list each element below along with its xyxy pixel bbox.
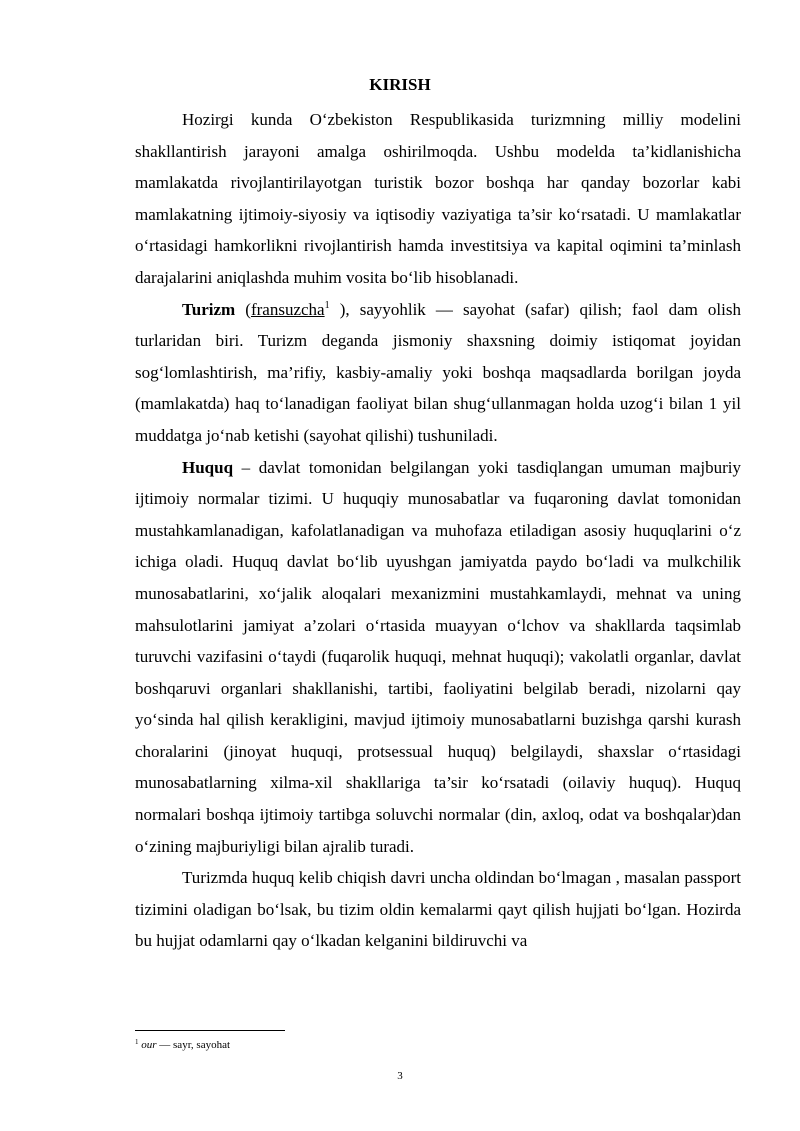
turizm-definition: ), sayyohlik — sayohat (safar) qilish; faol dam olish turlaridan biri. Turizm deganda jismoniy shaxsning doimiy istiqomat joyidan sog‘lomlashtirish, ma’rifiy, kasbiy-amaliy yoki boshqa maqsadlarda borilgan joyda (mamlakatda) haq to‘lanadigan faoliyat bilan shug‘ullanmagan holda uzog‘i bilan 1 yil muddatga jo‘nab ketishi (sayohat qilishi) tushuniladi. <box>135 299 741 445</box>
footnote-separator <box>135 1030 285 1031</box>
footnote-ref[interactable]: 1 <box>324 299 330 311</box>
term-huquq: Huquq <box>182 457 234 477</box>
paragraph-intro: Hozirgi kunda O‘zbekiston Respublikasida turizmning milliy modelini shakllantirish jarayoni amalga oshirilmoqda. Ushbu modelda ta’kidlanishicha mamlakatda rivojlantirilayotgan turistik bozor boshqa har qanday bozorlar kabi mamlakatning ijtimoiy-siyosiy va iqtisodiy vaziyatiga ta’sir ko‘rsatadi. U mamlakatlar o‘rtasidagi hamkorlikni rivojlantirish hamda investitsiya va kapital oqimini ta’minlash darajalarini aniqlashda muhim vosita bo‘lib hisoblanadi. <box>135 110 741 287</box>
fransuzcha-link[interactable]: fransuzcha <box>250 299 325 319</box>
footnote-text: — sayr, sayohat <box>156 1039 231 1051</box>
open-paren: ( <box>235 299 251 319</box>
footnote-term: our <box>141 1039 157 1051</box>
footnote <box>135 1038 230 1051</box>
document-body <box>135 104 741 957</box>
page-title: KIRISH <box>369 75 431 94</box>
footnote-marker: 1 <box>135 1038 139 1046</box>
paragraph-turizmda-huquq: Turizmda huquq kelib chiqish davri uncha oldindan bo‘lmagan , masalan passport tizimini oladigan bo‘lsak, bu tizim oldin kemalarmi qayt qilish hujjati bo‘lgan. Hozirda bu hujjat odamlarni qay o‘lkadan kelganini bildiruvchi va <box>135 868 741 951</box>
huquq-definition: – davlat tomonidan belgilangan yoki tasdiqlangan umuman majburiy ijtimoiy normalar tizimi. U huquqiy munosabatlar va fuqaroning davlat tomonidan mustahkamlanadigan, kafolatlanadigan va muhofaza etiladigan asosiy huquqlarini o‘z ichiga oladi. Huquq davlat bo‘lib uyushgan jamiyatda paydo bo‘ladi va mulkchilik munosabatlarini, xo‘jalik aloqalari mexanizmini mustahkamlaydi, mehnat va uning mahsulotlarini jamiyat a’zolari o‘rtasida muayyan o‘lchov va shakllarda taqsimlab turuvchi vazifasini o‘taydi (fuqarolik huquqi, mehnat huquqi); vakolatli organlar, davlat boshqaruvi organlari shakllanishi, tartibi, faoliyatini belgilab beradi, nizolarni qay yo‘sinda hal qilish kerakligini, mavjud ijtimoiy munosabatlarni buzishga qarshi kurash choralarini (jinoyat huquqi, protsessual huquq) belgilaydi, shaxslar o‘rtasidagi munosabatlarning xilma-xil shakllariga ta’sir ko‘rsatadi (oilaviy huquq). Huquq normalari boshqa ijtimoiy tartibga soluvchi normalar (din, axloq, odat va boshqalar)dan o‘zining majburiyligi bilan ajralib turadi. <box>135 457 741 856</box>
paragraph-huquq <box>135 452 741 863</box>
paragraph-turizm <box>135 294 741 452</box>
page-number: 3 <box>397 1070 403 1082</box>
term-turizm: Turizm <box>182 299 236 319</box>
